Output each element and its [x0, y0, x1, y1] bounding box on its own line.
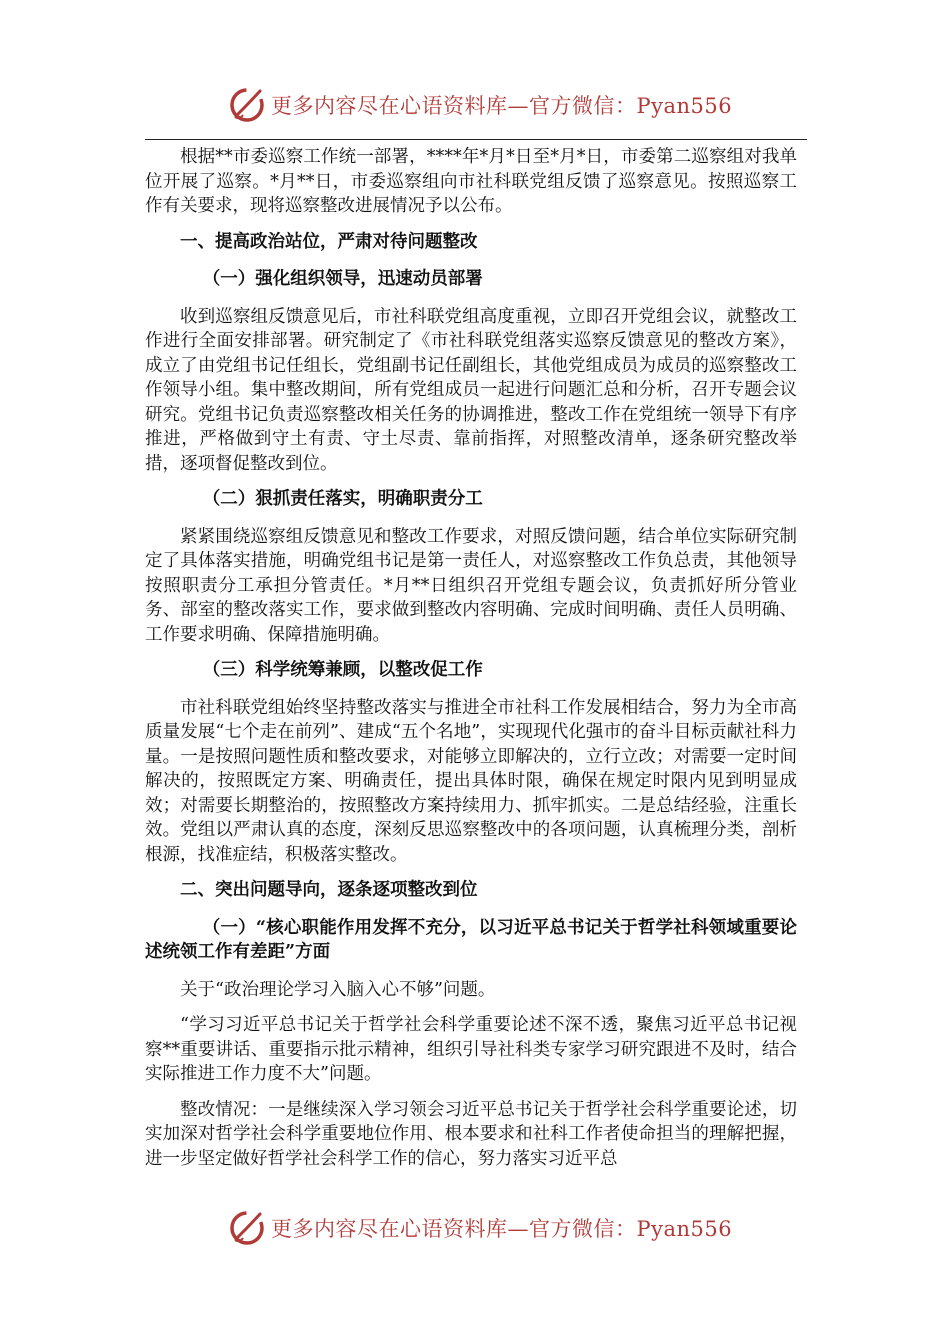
document-body [145, 145, 797, 1182]
paragraph: 紧紧围绕巡察组反馈意见和整改工作要求，对照反馈问题，结合单位实际研究制定了具体落实措施，明确党组书记是第一责任人，对巡察整改工作负总责，其他领导按照职责分工承担分管责任。*月**日组织召开党组专题会议，负责抓好所分管业务、部室的整改落实工作，要求做到整改内容明确、完成时间明确、责任人员明确、工作要求明确、保障措施明确。 [145, 526, 797, 645]
paragraph: 根据**市委巡察工作统一部署，****年*月*日至*月*日，市委第二巡察组对我单位开展了巡察。*月**日，市委巡察组向市社科联党组反馈了巡察意见。按照巡察工作有关要求，现将巡察整改进展情况予以公布。 [145, 147, 797, 216]
banner-text: 更多内容尽在心语资料库—官方微信：Pyan556 [271, 94, 733, 118]
subsection-heading: （一）强化组织领导，迅速动员部署 [202, 269, 483, 289]
brush-logo-icon [227, 1208, 267, 1248]
paragraph: 收到巡察组反馈意见后，市社科联党组高度重视，立即召开党组会议，就整改工作进行全面安排部署。研究制定了《市社科联党组落实巡察反馈意见的整改方案》，成立了由党组书记任组长，党组副书记任副组长，其他党组成员为成员的巡察整改工作领导小组。集中整改期间，所有党组成员一起进行问题汇总和分析，召开专题会议研究。党组书记负责巡察整改相关任务的协调推进，整改工作在党组统一领导下有序推进，严格做到守土有责、守土尽责、靠前指挥，对照整改清单，逐条研究整改举措，逐项督促整改到位。 [145, 306, 797, 474]
paragraph: “学习习近平总书记关于哲学社会科学重要论述不深不透，聚焦习近平总书记视察**重要讲话、重要指示批示精神，组织引导社科类专家学习研究跟进不及时，结合实际推进工作力度不大”问题。 [145, 1015, 797, 1084]
paragraph: 整改情况：一是继续深入学习领会习近平总书记关于哲学社会科学重要论述，切实加深对哲学社会科学重要地位作用、根本要求和社科工作者使命担当的理解把握，进一步坚定做好哲学社会科学工作的信心，努力落实习近平总 [145, 1099, 797, 1169]
subsection-heading: （三）科学统筹兼顾，以整改促工作 [202, 660, 483, 680]
section-heading: 一、提高政治站位，严肃对待问题整改 [180, 231, 478, 252]
subsection-heading: （一）“核心职能作用发挥不充分，以习近平总书记关于哲学社科领域重要论述统领工作有差距”方面 [145, 917, 797, 962]
paragraph: 市社科联党组始终坚持整改落实与推进全市社科工作发展相结合，努力为全市高质量发展“七个走在前列”、建成“五个名地”，实现现代化强市的奋斗目标贡献社科力量。一是按照问题性质和整改要求，对能够立即解决的，立行立改；对需要一定时间解决的，按照既定方案、明确责任，提出具体时限，确保在规定时限内见到明显成效；对需要长期整治的，按照整改方案持续用力、抓牢抓实。二是总结经验，注重长效。党组以严肃认真的态度，深刻反思巡察整改中的各项问题，认真梳理分类，剖析根源，找准症结，积极落实整改。 [145, 697, 797, 865]
brush-logo-icon [227, 85, 267, 125]
footer-banner [227, 1208, 747, 1248]
paragraph: 关于“政治理论学习入脑入心不够”问题。 [180, 979, 496, 1000]
header-banner [227, 85, 747, 125]
section-heading: 二、突出问题导向，逐条逐项整改到位 [180, 880, 478, 900]
banner-text: 更多内容尽在心语资料库—官方微信：Pyan556 [271, 1217, 733, 1241]
subsection-heading: （二）狠抓责任落实，明确职责分工 [202, 489, 483, 509]
header-divider [145, 139, 807, 140]
